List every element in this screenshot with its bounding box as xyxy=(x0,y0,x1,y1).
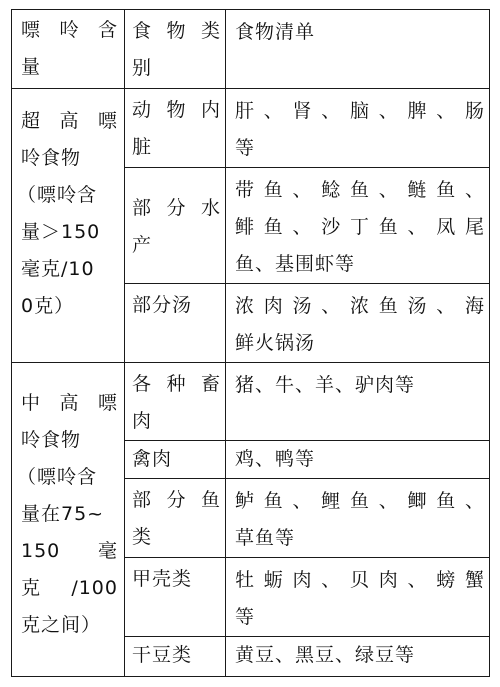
header-food-category-line-1: 食物类 xyxy=(132,20,221,42)
header-food-list: 食物清单 xyxy=(226,10,490,89)
food-type-line: 脏 xyxy=(132,136,153,158)
food-list-line: 鲈鱼、鲤鱼、鲫鱼、 xyxy=(235,490,485,512)
category-line: 量＞150 xyxy=(21,221,101,243)
food-list-line: 等 xyxy=(235,137,256,159)
table-header-row xyxy=(12,10,490,89)
food-list-line: 草鱼等 xyxy=(235,527,296,549)
food-list-line: 牡蛎肉、贝肉、螃蟹 xyxy=(235,569,485,591)
food-list-cell xyxy=(226,363,490,441)
food-list-line: 猪、牛、羊、驴肉等 xyxy=(235,374,416,396)
food-type-line: 干豆类 xyxy=(132,644,193,666)
header-food-category xyxy=(125,10,226,89)
header-purine-content-line-1: 嘌 呤 含 xyxy=(21,19,118,41)
category-line: （嘌呤含 xyxy=(17,184,98,206)
table-row xyxy=(12,89,490,168)
category-line: 量在75~ xyxy=(21,503,105,525)
food-list-cell xyxy=(226,637,490,677)
food-list-cell xyxy=(226,558,490,637)
food-type-line: 部分汤 xyxy=(132,294,193,316)
food-list-cell xyxy=(226,89,490,168)
food-type-cell xyxy=(125,558,226,637)
header-purine-content-line-2: 量 xyxy=(21,56,42,78)
food-type-line: 甲壳类 xyxy=(132,568,193,590)
category-line: 中 高 嘌 xyxy=(21,392,118,414)
food-type-line: 部分鱼 xyxy=(132,489,221,511)
food-type-cell xyxy=(125,479,226,558)
food-list-line: 肝、肾、脑、脾、肠 xyxy=(235,100,485,122)
food-type-line: 部分水 xyxy=(132,197,221,219)
category-mid-high-purine xyxy=(12,363,125,677)
food-list-line: 带鱼、鲶鱼、鲢鱼、 xyxy=(235,179,485,201)
category-line: （嘌呤含 xyxy=(17,466,98,488)
food-list-cell xyxy=(226,441,490,479)
food-type-line: 产 xyxy=(132,234,153,256)
food-list-line: 浓肉汤、浓鱼汤、海 xyxy=(235,295,485,317)
category-line: 克 /100 xyxy=(21,577,118,599)
food-list-line: 鱼、基围虾等 xyxy=(235,253,356,275)
food-type-line: 类 xyxy=(132,526,153,548)
food-type-line: 动物内 xyxy=(132,99,221,121)
food-type-line: 禽肉 xyxy=(132,448,173,470)
food-list-cell xyxy=(226,479,490,558)
purine-content-table xyxy=(11,9,490,677)
header-food-category-line-2: 别 xyxy=(132,57,153,79)
food-type-cell xyxy=(125,363,226,441)
category-line: 超 高 嘌 xyxy=(21,110,118,132)
food-list-line: 黄豆、黑豆、绿豆等 xyxy=(235,644,416,666)
food-type-line: 肉 xyxy=(132,410,153,432)
category-super-high-purine xyxy=(12,89,125,363)
header-purine-content xyxy=(12,10,125,89)
food-list-line: 鸡、鸭等 xyxy=(235,448,316,470)
food-type-cell xyxy=(125,168,226,284)
table-row xyxy=(12,363,490,441)
food-type-cell xyxy=(125,89,226,168)
category-line: 毫克/10 xyxy=(21,258,95,280)
category-line: 呤食物 xyxy=(21,147,82,169)
category-line: 呤食物 xyxy=(21,429,82,451)
food-type-cell xyxy=(125,441,226,479)
category-line: 0克） xyxy=(21,295,75,317)
food-list-line: 鲱鱼、沙丁鱼、凤尾 xyxy=(235,216,485,238)
food-list-line: 等 xyxy=(235,606,256,628)
food-type-line: 各种畜 xyxy=(132,373,221,395)
food-list-cell xyxy=(226,168,490,284)
food-type-cell xyxy=(125,284,226,363)
food-list-line: 鲜火锅汤 xyxy=(235,332,316,354)
category-line: 150 毫 xyxy=(21,540,118,562)
category-line: 克之间） xyxy=(21,614,102,636)
food-list-cell xyxy=(226,284,490,363)
food-type-cell xyxy=(125,637,226,677)
